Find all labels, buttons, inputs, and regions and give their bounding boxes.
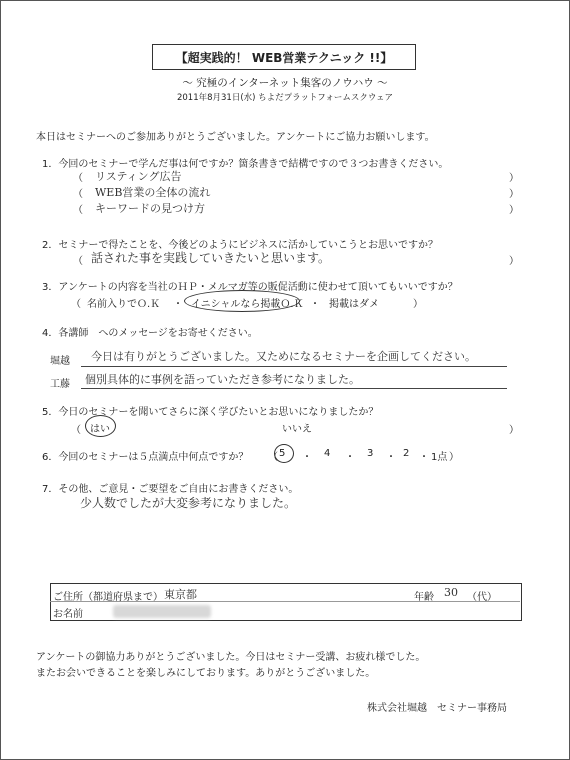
intro-text: 本日はセミナーへのご参加ありがとうございました。アンケートにご協力お願いします。: [36, 132, 435, 143]
title-box: [152, 44, 416, 70]
q3-separator-2: ・: [310, 299, 320, 310]
q3-option-initials: イニシャルなら掲載Ｏ.Ｋ: [191, 299, 304, 310]
q1-paren-open-3: （: [73, 205, 83, 216]
q4-speaker-kudo: 工藤: [50, 379, 70, 390]
seminar-subtitle: ～ 究極のインターネット集客のノウハウ ～: [182, 77, 388, 89]
q7-question: 7．その他、ご意見・ご要望をご自由にお書きください。: [42, 484, 299, 495]
q2-paren-open: （: [73, 256, 83, 267]
seminar-title: 【超実践的！ WEB営業テクニック !!】: [175, 51, 393, 65]
q5-option-no: いいえ: [282, 424, 312, 435]
q7-answer: 少人数でしたが大変参考になりました。: [80, 496, 297, 510]
q5-paren-close: ）: [509, 425, 519, 436]
address-value: 東京都: [164, 588, 197, 601]
q4-underline-1: [81, 366, 507, 367]
q1-question: 1．今回のセミナーで学んだ事は何ですか？箇条書きで結構ですので３つお書きください。: [42, 159, 449, 170]
q3-paren-close: ）: [413, 299, 423, 310]
q2-paren-close: ）: [509, 256, 519, 267]
name-label: お名前: [53, 609, 83, 620]
q1-paren-open-1: （: [73, 173, 83, 184]
q3-option-no: 掲載はダメ: [329, 299, 379, 310]
q4-question: 4．各講師 へのメッセージをお寄せください。: [42, 328, 258, 339]
q4-message-horikoshi: 今日は有りがとうございました。又ためになるセミナーを企画してください。: [91, 350, 476, 363]
q6-sep-1: ・: [302, 452, 312, 463]
q3-option-named: 名前入りでＯ.Ｋ: [87, 299, 161, 310]
q3-question: 3．アンケートの内容を当社のＨＰ・メルマガ等の販促活動に使わせて頂いてもいいですか？: [42, 282, 458, 293]
age-label: 年齢: [414, 592, 434, 603]
q6-score-1: 1点: [431, 452, 448, 463]
q1-answer-1: リスティング広告: [95, 170, 182, 183]
q6-score-2: 2: [403, 448, 410, 459]
q2-answer: 話された事を実践していきたいと思います。: [91, 251, 331, 265]
q6-sep-3: ・: [386, 452, 396, 463]
q5-paren-open: （: [71, 425, 81, 436]
q1-answer-3: キーワードの見つけ方: [95, 202, 205, 215]
q4-speaker-horikoshi: 堀越: [50, 356, 70, 367]
q5-question: 5．今日のセミナーを聞いてさらに深く学びたいとお思いになりましたか？: [42, 407, 379, 418]
q1-paren-close-2: ）: [509, 189, 519, 200]
q3-separator-1: ・: [173, 299, 183, 310]
q6-paren-close: ）: [449, 452, 459, 463]
closing-line-2: またお会いできることを楽しみにしております。ありがとうございました。: [36, 668, 376, 679]
q6-paren-open: （: [268, 452, 278, 463]
q4-message-kudo: 個別具体的に事例を語っていただき参考になりました。: [85, 373, 360, 386]
signature: 株式会社堀越 セミナー事務局: [367, 703, 507, 714]
q5-option-yes: はい: [90, 424, 110, 435]
q3-paren-open: （: [71, 299, 81, 310]
age-unit: （代）: [467, 592, 497, 603]
q6-sep-2: ・: [345, 452, 355, 463]
q4-underline-2: [81, 388, 507, 389]
q2-question: 2．セミナーで得たことを、今後どのようにビジネスに活かしていこうとお思いですか？: [42, 240, 439, 251]
q1-paren-close-1: ）: [509, 173, 519, 184]
age-value: 30: [444, 586, 458, 599]
q6-sep-4: ・: [419, 452, 429, 463]
q1-paren-open-2: （: [73, 189, 83, 200]
q6-score-5: 5: [279, 448, 286, 459]
q6-score-4: 4: [324, 448, 331, 459]
seminar-date-venue: 2011年8月31日(水) ちよだプラットフォームスクウェア: [176, 93, 393, 103]
name-redacted: [113, 605, 211, 618]
q1-paren-close-3: ）: [509, 205, 519, 216]
address-label: ご住所（都道府県まで）: [53, 592, 163, 603]
q1-answer-2: WEB営業の全体の流れ: [95, 186, 211, 199]
closing-line-1: アンケートの御協力ありがとうございました。今日はセミナー受講、お疲れ様でした。: [36, 652, 426, 663]
q6-score-3: 3: [367, 448, 374, 459]
q6-question: 6．今回のセミナーは５点満点中何点ですか？: [42, 452, 249, 463]
